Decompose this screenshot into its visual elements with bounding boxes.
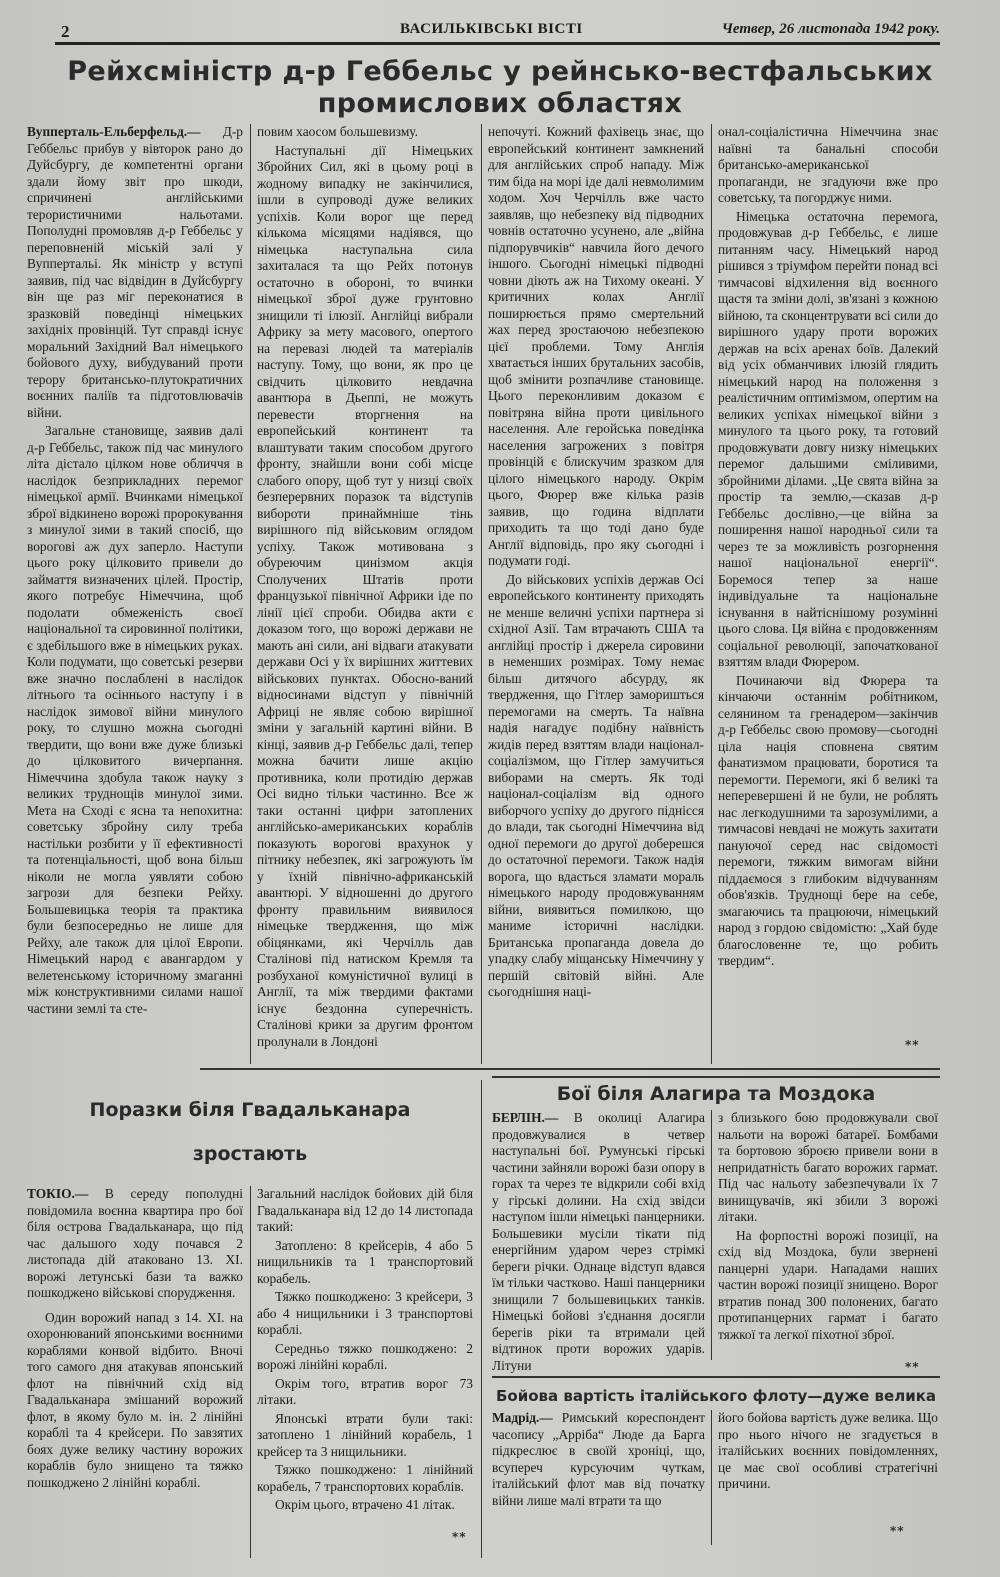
column-divider: [250, 1186, 251, 1558]
article1-paragraph: Вупперталь-Ельберфельд.— Д-р Геббельс прибув у вівторок рано до Дуйсбургу, де компетентні органи здали йому звіт про шкоди, спричинені англійськими терористичними нальотами. Пополудні промовляв д-р Геббельс у переповненій міській залі у Вуппертальі. Як міністр у вступі заявив, під час відвідин в Дуйсбургу він ще раз міг переконатися в зразковій поведінці німецьких західніх провінцій. Тут справді існує моральний Західний Вал німецького бойового духу, вибудуваний проти терору британсько-плутократичних воєнних паліїв та підготовлювачів війни.: [27, 124, 243, 420]
article2-paragraph: Загальний наслідок бойових дій біля Гвадальканара від 12 до 14 листопада такий:: [257, 1186, 473, 1234]
article2-headline: [45, 1098, 455, 1166]
article2-paragraph: Середньо тяжко пошкоджено: 2 ворожі лінійні кораблі.: [257, 1340, 473, 1372]
column-divider: [481, 124, 482, 1064]
article1-paragraph: онал-соціалістична Німеччина знає наївні та банальні способи британсько-американської пропаганди, не згадуючи вже про советську, та погорджує ними.: [718, 124, 938, 205]
article4-column-2: [718, 1410, 938, 1520]
page-number: 2: [61, 22, 70, 41]
article2-headline-line-1: Поразки біля Гвадальканара: [89, 1099, 411, 1121]
article1-paragraph: непочуті. Кожний фахівець знає, що европейський континент замкнений для англійських спроб нападу. Між тим біда на морі іде далі невмолимим ходом. Хоч Черчілль вже часто заявляв, що небезпеку від підводних човнів остаточно усунено, але „війна підпорувчиків“ навчила його дечого іншого. Сьогодні німецькі підводні човни діють аж на Тихому океані. У критичних колах Англії поширюється прямо смертельний жах перед зростаючою небезпекою цієї проблеми. Тому Англія хватається інших брутальних засобів, щоб змінити розпачливе становище. Цього переконливим доказом є повітряна війна проти цивільного населення. Але геройська поведінка населення загрожених з повітря провінцій є блискучим зразком для цілого німецького народу. Окрім цього, Фюрер вже кілька разів заявив, що година відплати приходить та що тоді дано буде Англії відповідь, про яку сьогодні і подумати годі.: [488, 124, 704, 568]
article4-paragraph: його бойова вартість дуже велика. Що про нього нічого не згадується в італійських воєнних повідомленнях, це має свої особливі стратегічні причини.: [718, 1410, 938, 1491]
article1-column-4: [718, 124, 938, 1029]
column-divider: [711, 124, 712, 1064]
article2-paragraph: Затоплено: 8 крейсерів, 4 або 5 нищильників та 1 транспортовий корабель.: [257, 1237, 473, 1286]
section-rule: [200, 1068, 940, 1070]
article3-paragraph: На форпостні ворожі позиції, на схід від Моздока, були звернені панцерні удари. Нападами наших частин ворожі позиції знищено. Ворог втратив понад 300 полонених, багато протипанцерних гармат і багато тяжкої та легкої піхотної зброї.: [718, 1227, 938, 1342]
article1-paragraph: Наступальні дії Німецьких Збройних Сил, які в цьому році в жодному випадку не закінчилися, ішли в супроводі дуже великих успіхів. Коли ворог ще перед кількома місяцями надіявся, що німецька наступальна сила захиталася та що Рейх потонув остаточно в обороні, то вчинки німецької зброї дуже грунтовно знищили ті ілюзії. Англійці вибрали Африку за мету масового, опертого на перевазі людей та матеріалів наступу. Тому, що вони, як про це свідчить цілковито невдачна авантюра в Дьеппі, не можуть перевести вторгнення на европейський континент та влаштувати таким способом другого фронту, знайшли вони собі місце слабого опору, щоб тут у низці своїх безперервних поразок та відступів вибороти принаймніше тінь вирішного під військовим оглядом успіху. Також мотивована з обуреючим цинізмом акція Сполучених Штатів проти французької північної Африки іде по лінії цієї спроби. Обидва акти є доказом того, що ворожі держави не мають ані сили, ані відваги атакувати держави Осі у їх вирішних життевих військових пунктах. Обосно-ваний відносинами відступ у північній Африці не являє собою вирішної зміни у загальній картині війни. В кінці, заявив д-р Геббельс далі, тепер можна бачити лише акцію противника, коли протидію держав Осі видно тільки частинно. Все ж таки останні цифри затоплених англійсько-американських кораблів показують ворогові врахунок у пітнику небезпек, які загрожують їм у їхній північно-африканській авантюрі. У відношенні до другого фронту правильним виявилося німецьке твердження, що між обіцянками, які Черчілль дав Сталінові під натиском Кремля та розбуханої комуністичної вулиці в Англії, та між твердими фактами існує бездонна суперечність. Сталінові крики за другим фронтом пролунали в Лондоні: [257, 142, 473, 1049]
section-rule: [492, 1076, 940, 1078]
end-mark: **: [905, 1360, 920, 1374]
article1-column-2: [257, 124, 473, 1064]
end-mark: **: [905, 1038, 920, 1052]
dateline: Мадрід.—: [492, 1410, 553, 1425]
article1-paragraph: Німецька остаточна перемога, продовжував д-р Геббельс, є лише питанням часу. Німецький народ рішився з тріумфом перейти понад всі тимчасові відхилення від воєнного щастя та зміни долі, зв'язані з кожною війною, та сконцентрувати всі сили до вирішного удару проти ворожих держав на всіх аренах боїв. Далекий від усіх обманчивих ілюзій глядить німецький народ на положення з реалістичним оптимізмом, опертим на великих успіхах німецької війни з минулого та цього року, та готовий продовжувати довгу низку німецьких перемог дальшими сміливими, збройними ділами. „Це свята війна за простір та землю,—сказав д-р Геббельс дослівно,—це війна за поширення нашої народньої сили та через те за можливість розгорнення нашої національної енергії“. Боремося тепер за наше індивідуальне та національне існування в найтіснішому розумінні цього слова. Ця війна є продовженням соціальної революції, започаткованої взяттям влади Фюрером.: [718, 208, 938, 669]
article1-column-1: [27, 124, 243, 1064]
article3-paragraph: з близького бою продовжували свої нальоти на ворожі батареї. Бомбами та бортовою зброєю привели вони в непридатність багато ворожих гармат. Під час нальоту забезпечували їх 7 винищувачів, які збили 3 ворожі літаки.: [718, 1110, 938, 1224]
article-headline: [60, 56, 940, 120]
dateline: БЕРЛІН.—: [492, 1110, 559, 1125]
headline-line-2: промислових областях: [317, 88, 683, 119]
article1-paragraph: Починаючи від Фюрера та кінчаючи останнім робітником, селянином та гренадером—закінчив д-р Геббельс свою промову—сьогодні ціла нація сповнена святим фанатизмом працювати, боротися та перемогти. Перемоги, які б великі та неперевершені й не були, не роблять нас легкодушними та зарозумілими, а тимчасові невдачі не можуть захитати пануючої серед нас свідомості перемоги, тяжким вимогам війни піддаємося з глибоким відчуванням обов'язків. Труднощі бере на себе, змагаючись та працюючи, німецький народ з гордою свідомістю: „Хай буде благословенне те, що робить твердим“.: [718, 672, 938, 968]
end-mark: **: [452, 1530, 467, 1544]
article2-paragraph: Один ворожий напад з 14. XI. на охоронюваний японськими воєнними кораблями конвой відбито. Вночі того самого дня атакував японський флот на північний схід від Гвадальканара змішаний ворожий флот, в якому було м. ін. 2 лінійні кораблі та 4 крейсери. По завзятих боях дуже велику частину ворожих кораблів було знищено та тяжко пошкоджено 2 лінійні кораблі.: [27, 1309, 243, 1490]
section-rule: [492, 1376, 940, 1378]
article2-paragraph: Тяжко пошкоджено: 3 крейсери, 3 або 4 нищильники і 3 транспортові кораблі.: [257, 1289, 473, 1337]
article3-column-2: [718, 1110, 938, 1360]
article2-paragraph: Окрім цього, втрачено 41 літак.: [275, 1497, 455, 1512]
column-divider: [711, 1410, 712, 1545]
column-divider: [250, 124, 251, 1064]
article3-paragraph: БЕРЛІН.— В околиці Алагира продовжувалися в четвер наступальні бої. Румунські гірські частини зайняли ворожі бази опору в горах та через те відкрили собі вхід у гірські долини. На схід звідси наступом ішли німецькі панцерники. Большевики мусіли тікати під енергійним ударом через стрімкі береги річки. Однаце відступ вдався їм тільки частково. Наші панцерники знищили 7 большевицьких танків. Німецькі бойові з'єднання досягли берегів ріки та втримали цей відтинок проти ворожих ударів. Літуни: [492, 1110, 705, 1373]
dateline: Вупперталь-Ельберфельд.—: [27, 124, 201, 139]
header-rule: [55, 42, 940, 45]
article3-headline: Бої біля Алагира та Моздока: [556, 1083, 876, 1105]
newspaper-title: ВАСИЛЬКІВСЬКІ ВІСТІ: [400, 21, 583, 37]
article2-column-1: [27, 1186, 243, 1558]
article1-paragraph: До військових успіхів держав Осі европейського континенту приходять не менше величні успіхи партнера зі східної Азії. Там втрачають США та англійці простір і джерела сировини в неменших розмірах. Тому немає більш дитячого абсурду, як твердження, що Гітлер заморишться перемогами на смерть. Та наївна надія нагадує подібну наївність жидів перед взяттям влади націонал-соціалізмом, що Гітлер замучиться виборами на смерть. Як тоді націонал-соціалізм від одного виборчого успіху до другого піднісся до влади, так сьогодні Німеччина від одної перемоги до другої доберешся до остаточної перемоги. Також надія ворога, що вдасться зламати мораль німецького народу продовжуванням війни, виявиться помилкою, що маниме історичні наслідки. Британська пропаганда довела до упадку слабу міщанську Німеччину у першій світовій війні. Але сьогоднішня наці-: [488, 571, 704, 999]
article2-headline-line-2: зростають: [192, 1143, 308, 1165]
page-header: [55, 20, 940, 42]
article1-column-3: [488, 124, 704, 1064]
article1-paragraph: повим хаосом большевизму.: [257, 124, 419, 139]
article4-paragraph: Мадрід.— Римський кореспондент часопису „Арріба“ Люде да Барга підкреслює в своїй хроніці, що, всупереч курсуючим чуткам, італійський флот мав від початку війни лише малі втрати та що: [492, 1410, 705, 1508]
article2-paragraph: Окрім того, втратив ворог 73 літаки.: [257, 1375, 473, 1407]
column-divider: [711, 1110, 712, 1360]
article3-column-1: [492, 1110, 705, 1373]
article4-column-1: [492, 1410, 705, 1545]
article1-paragraph: Загальне становище, заявив далі д-р Геббельс, також під час минулого літа дістало цілком нове обличчя в наслідок безприкладних перемог німецької армії. Вчинками німецької зброї відкинено ворожі пророкування з минулої зими в такий спосіб, що ворогові аж дух заперло. Наступи цього року цілковито привели до займаття визначених цілей. Простір, якого потребує Німеччина, щоб подолати обмеженість своєї національної та сировинної політики, є здебільшого вже в німецьких руках. Коли подумати, що советські резерви вже значно послаблені в наслідок літнього та осіннього наступу і в наслідок зимової війни минулого року, то слушно можна сьогодні твердити, що вони вже дуже близькі до цілковитого вичерпання. Німеччина здобула також науку з великих труднощів минулої зими. Мета на Сході є ясна та непохитна: советську збройну силу треба настільки розбити у її ефективності та потенціальності, щоб вона більш ніколи не могла уявляти собою загрози для безпеки Рейху. Большевицька теорія та практика були безпосередньо не лише для Рейху, але також для цілої Европи. Німецький народ є авангардом у велетенському історичному змаганні між конструктивними силами нашої частини землі та сте-: [27, 423, 243, 1016]
article4-headline: Бойова вартість італійського флоту—дуже велика: [495, 1387, 937, 1405]
article2-paragraph: Тяжко пошкоджено: 1 лінійний корабель, 7 транспортових кораблів.: [257, 1462, 473, 1494]
issue-date: Четвер, 26 листопада 1942 року.: [721, 21, 940, 37]
end-mark: **: [890, 1524, 905, 1538]
article2-column-2: [257, 1186, 473, 1526]
article2-paragraph: Японські втрати були такі: затоплено 1 лінійний корабель, 1 крейсер та 3 нищильники.: [257, 1410, 473, 1459]
column-divider: [481, 1080, 482, 1558]
article2-paragraph: ТОКІО.— В середу пополудні повідомила воєнна квартира про бої біля острова Гвадальканара, що під час дальшого ходу почався 2 листопада дій атаковано 13. XI. ворожі летунські бази та важко пошкоджено військові спорудження.: [27, 1186, 243, 1300]
headline-line-1: Рейхсміністр д-р Геббельс у рейнсько-вестфальських: [67, 56, 933, 87]
dateline: ТОКІО.—: [27, 1186, 89, 1201]
